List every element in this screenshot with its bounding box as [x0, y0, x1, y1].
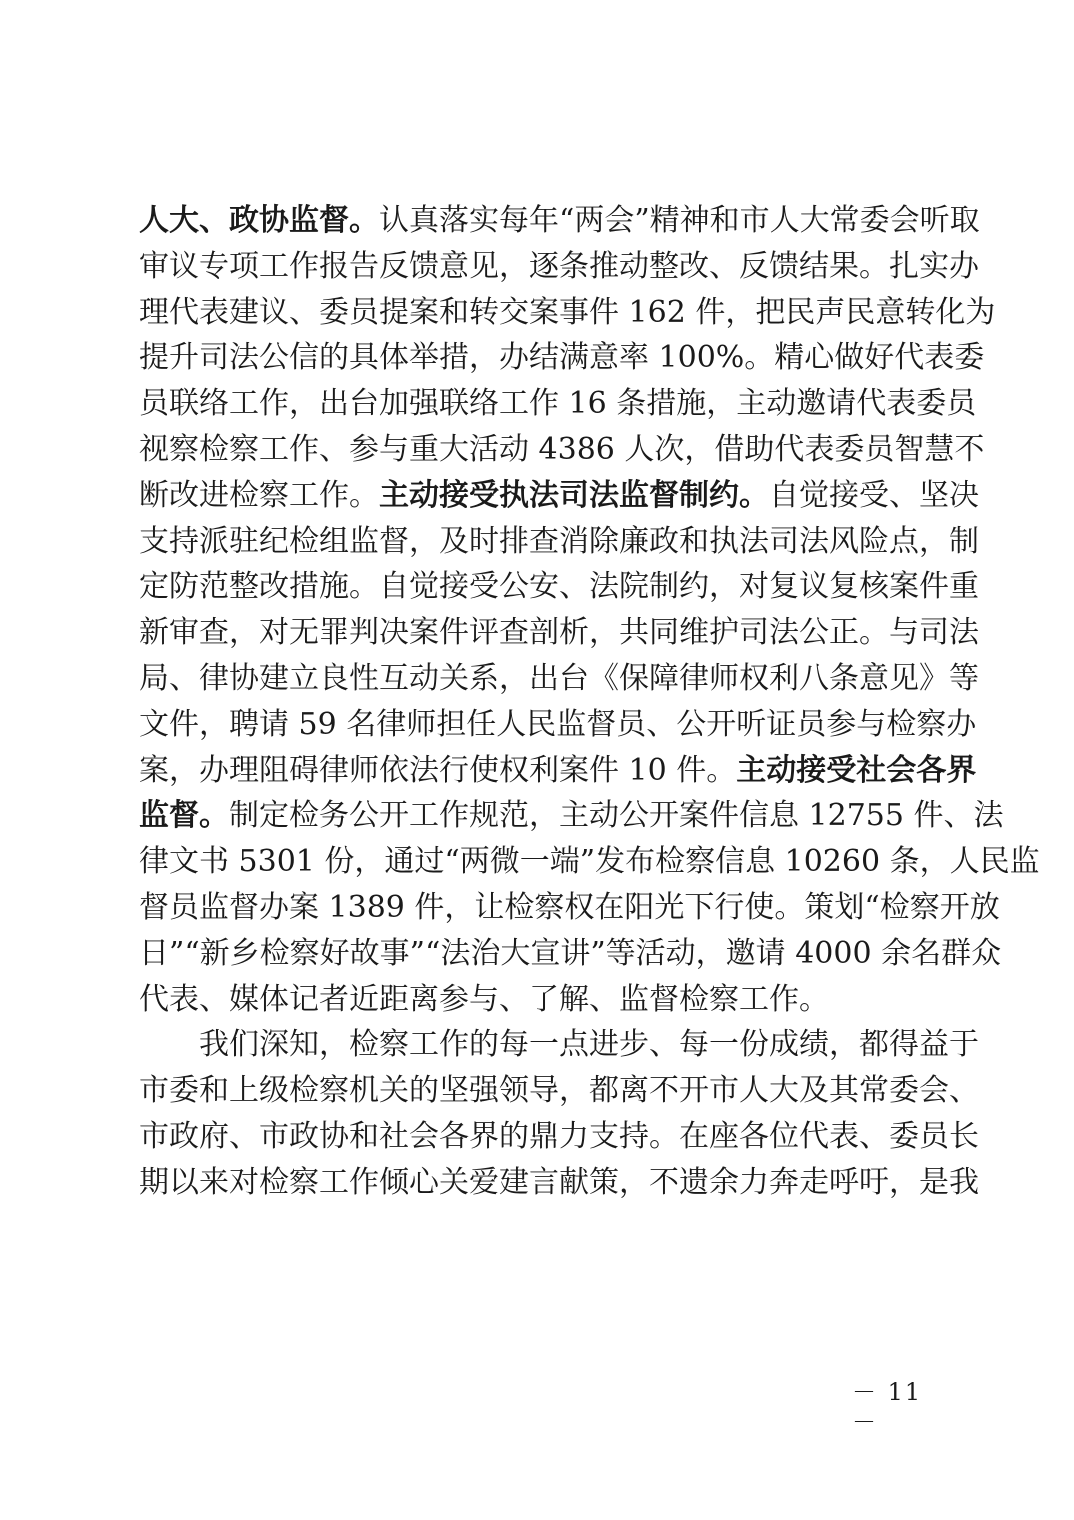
text-line — [139, 702, 977, 748]
line-text: 新审查，对无罪判决案件评查剖析，共同维护司法公正。与司法 — [139, 615, 979, 651]
page-number: － 11 － — [852, 1378, 923, 1436]
line-text: 我们深知，检察工作的每一点进步、每一份成绩，都得益于 — [199, 1027, 979, 1063]
line-text: 日”“新乡检察好故事”“法治大宣讲”等活动，邀请 4000 余名群众 — [139, 935, 1002, 971]
text-line — [139, 977, 939, 1023]
line-text: 审议专项工作报告反馈意见，逐条推动整改、反馈结果。扎实办 — [139, 248, 979, 284]
bold-heading: 主动接受社会各界 — [736, 752, 977, 788]
line-text: 断改进检察工作。 — [139, 477, 379, 513]
text-line — [139, 519, 979, 565]
text-line — [139, 610, 979, 656]
text-line — [139, 1114, 979, 1160]
line-text: 自觉接受、坚决 — [769, 477, 979, 513]
line-text: 市政府、市政协和社会各界的鼎力支持。在座各位代表、委员长 — [139, 1118, 979, 1154]
line-text: 理代表建议、委员提案和转交案事件 162 件，把民声民意转化为 — [139, 294, 996, 330]
line-text: 制定检务公开工作规范，主动公开案件信息 12755 件、法 — [229, 798, 1004, 834]
line-text: 员联络工作，出台加强联络工作 16 条措施，主动邀请代表委员 — [139, 386, 977, 422]
line-text: 代表、媒体记者近距离参与、了解、监督检察工作。 — [139, 981, 829, 1017]
text-line — [139, 335, 985, 381]
text-line — [139, 839, 1040, 885]
line-text: 市委和上级检察机关的坚强领导，都离不开市人大及其常委会、 — [139, 1073, 979, 1109]
line-text: 提升司法公信的具体举措，办结满意率 100%。精心做好代表委 — [139, 340, 985, 376]
text-line — [139, 427, 985, 473]
line-text: 视察检察工作、参与重大活动 4386 人次，借助代表委员智慧不 — [139, 431, 985, 467]
text-line — [139, 564, 979, 610]
bold-heading: 人大、政协监督。 — [139, 203, 379, 238]
line-text: 支持派驻纪检组监督，及时排查消除廉政和执法司法风险点，制 — [139, 523, 979, 559]
text-line — [139, 885, 1000, 931]
text-line — [139, 656, 979, 702]
text-line — [139, 748, 977, 794]
line-text: 局、律协建立良性互动关系，出台《保障律师权利八条意见》等 — [139, 660, 979, 696]
line-text: 定防范整改措施。自觉接受公安、法院制约，对复议复核案件重 — [139, 569, 979, 605]
line-text: 律文书 5301 份，通过“两微一端”发布检察信息 10260 条，人民监 — [139, 844, 1040, 880]
line-text: 案，办理阻碍律师依法行使权利案件 10 件。 — [139, 752, 737, 788]
body-text — [139, 198, 1040, 1206]
text-line — [139, 793, 1004, 839]
text-line — [139, 244, 979, 290]
bold-heading: 主动接受执法司法监督制约。 — [379, 477, 769, 513]
line-text: 文件，聘请 59 名律师担任人民监督员、公开听证员参与检察办 — [139, 706, 977, 742]
line-text: 期以来对检察工作倾心关爱建言献策，不遗余力奔走呼吁，是我 — [139, 1164, 979, 1200]
line-text: 认真落实每年“两会”精神和市人大常委会听取 — [379, 203, 980, 238]
paragraph-first-line — [139, 1022, 979, 1068]
text-line — [139, 381, 977, 427]
text-line — [139, 473, 979, 519]
text-line — [139, 1068, 979, 1114]
text-line — [139, 198, 980, 244]
line-text: 督员监督办案 1389 件，让检察权在阳光下行使。策划“检察开放 — [139, 889, 1000, 925]
text-line — [139, 1160, 979, 1206]
bold-heading: 监督。 — [139, 798, 229, 834]
text-line — [139, 931, 1002, 977]
text-line — [139, 290, 996, 336]
